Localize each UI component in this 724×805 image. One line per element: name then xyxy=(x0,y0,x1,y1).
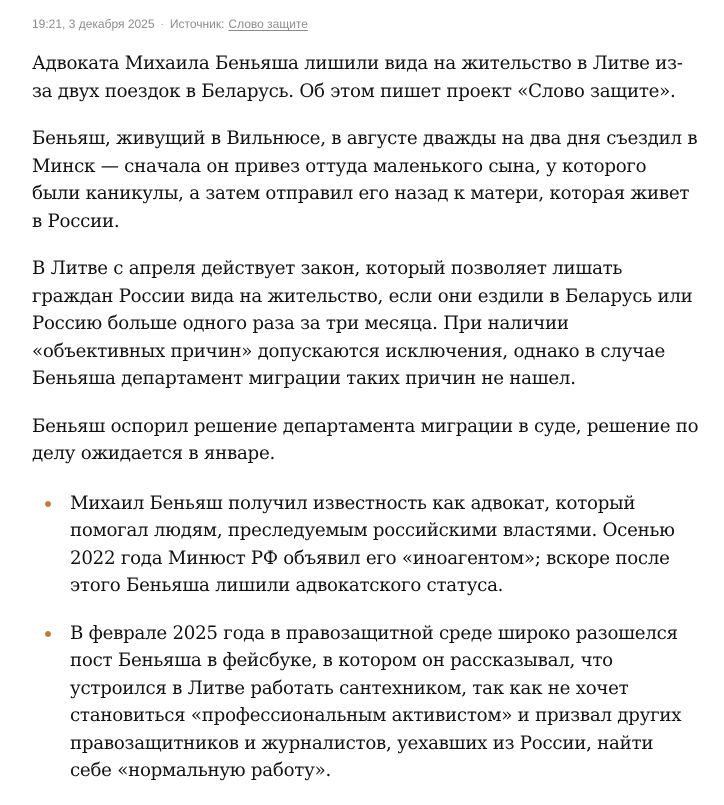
bullet-list xyxy=(32,490,700,785)
bullet-dot-icon xyxy=(45,631,51,637)
meta-separator: · xyxy=(160,18,164,30)
publish-datetime: 19:21, 3 декабря 2025 xyxy=(32,17,155,31)
article-meta xyxy=(32,15,700,33)
article-paragraph: Беньяш оспорил решение департамента миграции в суде, решение по делу ожидается в январе. xyxy=(32,415,699,464)
bullet-item xyxy=(32,620,700,785)
source-label: Источник: xyxy=(169,17,225,31)
article xyxy=(32,0,700,805)
article-paragraph: В Литве с апреля действует закон, который позволяет лишать граждан России вида на жительство, если они ездили в Беларусь или Россию больше одного раза за три месяца. При наличии «объективных причин» допускаются исключения, однако в случае Беньяша департамент миграции таких причин не нашел. xyxy=(32,258,693,389)
bullet-text: В феврале 2025 года в правозащитной среде широко разошелся пост Беньяша в фейсбуке, в котором он рассказывал, что устроился в Литве работать сантехником, так как не хочет становиться «профессиональным активистом» и призвал других правозащитников и журналистов, уехавших из России, найти себе «нормальную работу». xyxy=(70,622,682,781)
bullet-item xyxy=(32,490,700,600)
bullet-text: Михаил Беньяш получил известность как адвокат, который помогал людям, преследуемым российскими властями. Осенью 2022 года Минюст РФ объявил его «иноагентом»; вскоре после этого Беньяша лишили адвокатского статуса. xyxy=(70,492,675,596)
article-paragraph: Беньяш, живущий в Вильнюсе, в августе дважды на два дня съездил в Минск — сначала он привез оттуда маленького сына, у которого были каникулы, а затем отправил его назад к матери, которая живет в России. xyxy=(32,128,698,232)
article-paragraph: Адвоката Михаила Беньяша лишили вида на жительство в Литве из-за двух поездок в Беларусь. Об этом пишет проект «Слово защите». xyxy=(32,53,683,102)
source-link[interactable]: Слово защите xyxy=(228,17,308,31)
bullet-dot-icon xyxy=(45,501,51,507)
